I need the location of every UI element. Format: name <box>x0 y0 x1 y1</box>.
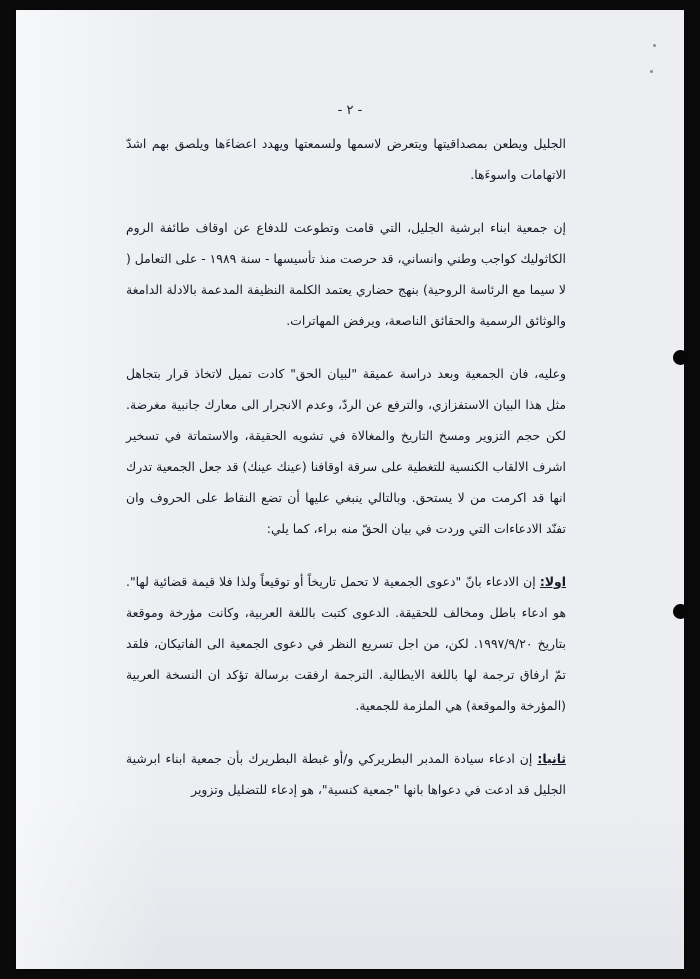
paragraph-second-claim-lead: ثانيا: <box>537 751 566 766</box>
page-number: - ٢ - <box>337 103 363 118</box>
document-body <box>126 128 566 805</box>
paragraph-second-claim-text: إن ادعاء سيادة المدبر البطريركي و/أو غبطة البطريرك بأن جمعية ابناء ابرشية الجليل قد ادعت في دعواها بانها "جمعية كنسية"، هو إدعاء للتضليل وتزوير <box>126 751 566 797</box>
page-content <box>16 10 684 969</box>
document-page <box>16 10 684 969</box>
paragraph-association <box>126 212 566 336</box>
paragraph-association-text: إن جمعية ابناء ابرشية الجليل، التي قامت وتطوعت للدفاع عن اوقاف طائفة الروم الكاثوليك كواجب وطني وانساني، قد حرصت منذ تأسيسها - سنة ١٩٨٩ - على التعامل ( لا سيما مع الرئاسة الروحية) بنهج حضاري يعتمد الكلمة النظيفة المدعمة بالادلة الدامغة والوثائق الرسمية والحقائق الناصعة، ويرفض المهاترات. <box>126 220 566 328</box>
paragraph-second-claim <box>126 743 566 805</box>
paragraph-continuation-text: الجليل ويطعن بمصداقيتها ويتعرض لاسمها ولسمعتها ويهدد اعضاءَها ويلصق بهم اشدّ الاتهامات واسوءَها. <box>126 136 566 182</box>
paragraph-first-claim-text: إن الادعاء بانّ "دعوى الجمعية لا تحمل تاريخاً أو توقيعاً ولذا فلا قيمة قضائية لها". هو ادعاء باطل ومخالف للحقيقة. الدعوى كتبت باللغة العربية، وكانت مؤرخة وموقعة بتاريخ ١٩٩٧/٩/٢٠. لكن، من اجل تسريع النظر في دعوى الجمعية الى الفاتيكان، فلقد تمّ ارفاق ترجمة لها باللغة الايطالية. الترجمة ارفقت برسالة تؤكد ان النسخة العربية (المؤرخة والموقعة) هي الملزمة للجمعية. <box>126 574 566 713</box>
paragraph-first-claim <box>126 566 566 721</box>
paragraph-continuation <box>126 128 566 190</box>
paragraph-decision-text: وعليه، فان الجمعية وبعد دراسة عميقة "لبيان الحق" كادت تميل لاتخاذ قرار بتجاهل مثل هذا البيان الاستفزازي، والترفع عن الردّ، وعدم الانجرار الى معارك جانبية مغرضة. لكن حجم التزوير ومسخ التاريخ والمغالاة في تشويه الحقيقة، والاستماتة في تسخير اشرف الالقاب الكنسية للتغطية على سرقة اوقافنا (عينك عينك) قد جعل الجمعية تدرك انها قد اكرمت من لا يستحق. وبالتالي ينبغي عليها أن تضع النقاط على الحروف وان تفنّد الادعاءات التي وردت في بيان الحقّ منه براء، كما يلي: <box>126 366 566 536</box>
paragraph-decision <box>126 358 566 544</box>
paragraph-first-claim-lead: اولا: <box>539 574 566 589</box>
